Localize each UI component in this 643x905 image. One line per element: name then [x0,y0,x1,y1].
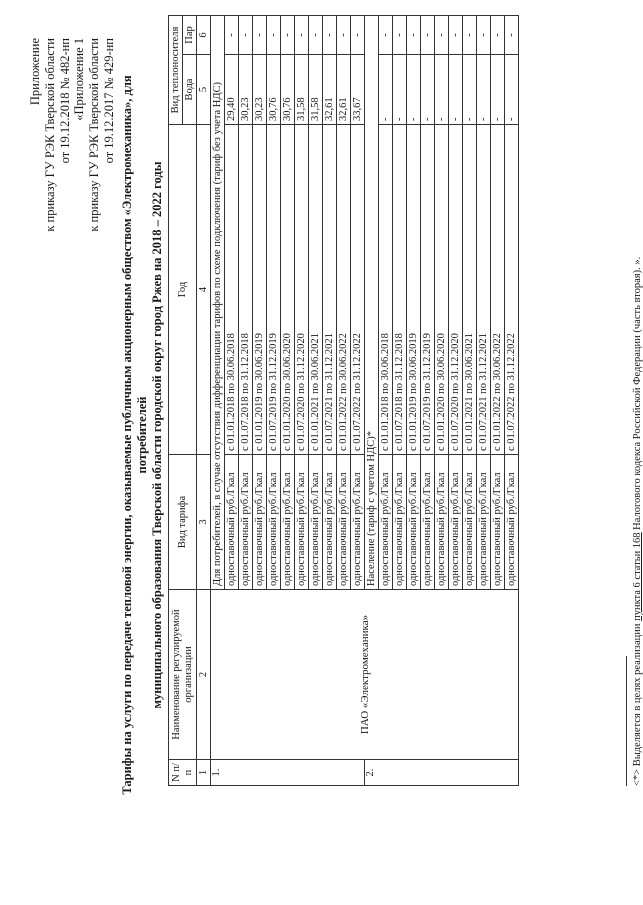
appendix-line: от 19.12.2017 № 429-нп [102,38,116,164]
tariff-type-cell: одноставочный руб./Гкал [379,455,393,590]
steam-value-cell: - [253,16,267,55]
steam-value-cell: - [477,16,491,55]
index-cell: 2 [197,590,211,760]
period-cell: с 01.01.2019 по 30.06.2019 [253,125,267,455]
tariff-type-cell: одноставочный руб./Гкал [435,455,449,590]
steam-value-cell: - [463,16,477,55]
period-cell: с 01.07.2021 по 31.12.2021 [477,125,491,455]
group-heading: Для потребителей, в случае отсутствия дифференциации тарифов по схеме подключения (тариф без учета НДС) [211,16,225,590]
index-cell: 6 [197,16,211,55]
steam-value-cell: - [295,16,309,55]
appendix-line: от 19.12.2018 № 482-нп [58,38,72,164]
water-value-cell: 31,58 [295,55,309,125]
period-cell: с 01.01.2022 по 30.06.2022 [337,125,351,455]
header-water: Вода [183,55,197,125]
index-cell: 3 [197,455,211,590]
group-header-row [211,16,225,786]
water-value-cell: - [379,55,393,125]
header-steam: Пар [183,16,197,55]
period-cell: с 01.01.2021 по 30.06.2021 [309,125,323,455]
water-value-cell: 31,58 [309,55,323,125]
footnote-text: <*> Выделяется в целях реализации [632,620,643,786]
steam-value-cell: - [225,16,239,55]
group-heading: Население (тариф с учетом НДС)* [365,16,379,590]
tariff-type-cell: одноставочный руб./Гкал [267,455,281,590]
tariff-type-cell: одноставочный руб./Гкал [449,455,463,590]
water-value-cell: - [393,55,407,125]
header-num: N п/п [169,760,197,786]
header-org: Наименование регулируемой организации [169,590,197,760]
period-cell: с 01.01.2021 по 30.06.2021 [463,125,477,455]
organization-name: ПАО «Электромеханика» [211,590,519,760]
appendix-line: «Приложение 1 [72,38,86,121]
steam-value-cell: - [379,16,393,55]
title-line-2: муниципального образования Тверской области городской округ город Ржев на 2018 – 2022 годы [150,161,164,709]
tariff-type-cell: одноставочный руб./Гкал [323,455,337,590]
period-cell: с 01.07.2022 по 31.12.2022 [505,125,519,455]
steam-value-cell: - [267,16,281,55]
header-carrier: Вид теплоносителя [169,16,183,125]
tariff-type-cell: одноставочный руб./Гкал [463,455,477,590]
water-value-cell: 32,61 [323,55,337,125]
water-value-cell: 33,67 [351,55,365,125]
water-value-cell: - [477,55,491,125]
steam-value-cell: - [491,16,505,55]
period-cell: с 01.07.2018 по 31.12.2018 [239,125,253,455]
tariff-type-cell: одноставочный руб./Гкал [477,455,491,590]
appendix-line: к приказу ГУ РЭК Тверской области [43,38,57,232]
steam-value-cell: - [323,16,337,55]
water-value-cell: 30,76 [267,55,281,125]
period-cell: с 01.01.2020 по 30.06.2020 [435,125,449,455]
appendix-header [28,38,73,232]
steam-value-cell: - [505,16,519,55]
period-cell: с 01.01.2018 по 30.06.2018 [225,125,239,455]
period-cell: с 01.07.2019 по 31.12.2019 [267,125,281,455]
water-value-cell: - [449,55,463,125]
tariff-type-cell: одноставочный руб./Гкал [491,455,505,590]
period-cell: с 01.01.2020 по 30.06.2020 [281,125,295,455]
water-value-cell: 29,40 [225,55,239,125]
water-value-cell: 30,76 [281,55,295,125]
tariff-type-cell: одноставочный руб./Гкал [295,455,309,590]
tariff-type-cell: одноставочный руб./Гкал [421,455,435,590]
steam-value-cell: - [449,16,463,55]
period-cell: с 01.07.2020 по 31.12.2020 [295,125,309,455]
footnote-link[interactable]: пункта 6 статьи 168 [632,532,643,621]
index-cell: 1 [197,760,211,786]
table-body [211,16,519,786]
water-value-cell: - [463,55,477,125]
footnote-separator [626,656,627,786]
header-type: Вид тарифа [169,455,197,590]
tariff-type-cell: одноставочный руб./Гкал [281,455,295,590]
steam-value-cell: - [281,16,295,55]
tariff-type-cell: одноставочный руб./Гкал [239,455,253,590]
tariff-type-cell: одноставочный руб./Гкал [407,455,421,590]
tariff-type-cell: одноставочный руб./Гкал [505,455,519,590]
period-cell: с 01.01.2019 по 30.06.2019 [407,125,421,455]
water-value-cell: 30,23 [253,55,267,125]
tariff-table [168,15,519,786]
steam-value-cell: - [407,16,421,55]
period-cell: с 01.07.2019 по 31.12.2019 [421,125,435,455]
steam-value-cell: - [435,16,449,55]
period-cell: с 01.07.2018 по 31.12.2018 [393,125,407,455]
document-title [120,40,165,830]
steam-value-cell: - [421,16,435,55]
appendix-line: Приложение [28,38,42,106]
water-value-cell: - [421,55,435,125]
water-value-cell: - [491,55,505,125]
period-cell: с 01.07.2021 по 31.12.2021 [323,125,337,455]
steam-value-cell: - [337,16,351,55]
tariff-type-cell: одноставочный руб./Гкал [393,455,407,590]
index-cell: 5 [197,55,211,125]
rotated-document-page [20,12,643,892]
tariff-type-cell: одноставочный руб./Гкал [309,455,323,590]
period-cell: с 01.01.2022 по 30.06.2022 [491,125,505,455]
tariff-type-cell: одноставочный руб./Гкал [225,455,239,590]
steam-value-cell: - [351,16,365,55]
tariff-type-cell: одноставочный руб./Гкал [337,455,351,590]
period-cell: с 01.07.2022 по 31.12.2022 [351,125,365,455]
header-year: Год [169,125,197,455]
water-value-cell: - [407,55,421,125]
tariff-type-cell: одноставочный руб./Гкал [351,455,365,590]
water-value-cell: 32,61 [337,55,351,125]
appendix-line: к приказу ГУ РЭК Тверской области [87,38,101,232]
previous-appendix-header [72,38,117,232]
steam-value-cell: - [393,16,407,55]
footnote [632,257,643,786]
water-value-cell: - [435,55,449,125]
footnote-text: Налогового кодекса Российской Федерации (часть вторая). ». [632,256,643,533]
water-value-cell: - [505,55,519,125]
period-cell: с 01.01.2018 по 30.06.2018 [379,125,393,455]
steam-value-cell: - [239,16,253,55]
period-cell: с 01.07.2020 по 31.12.2020 [449,125,463,455]
title-line-1: Тарифы на услуги по передаче тепловой энергии, оказываемые публичным акционерным обществом «Электромеханика», для потребителей [120,75,149,795]
tariff-type-cell: одноставочный руб./Гкал [253,455,267,590]
water-value-cell: 30,23 [239,55,253,125]
steam-value-cell: - [309,16,323,55]
index-cell: 4 [197,125,211,455]
group-number: 2. [365,760,519,786]
group-number: 1. [211,760,365,786]
